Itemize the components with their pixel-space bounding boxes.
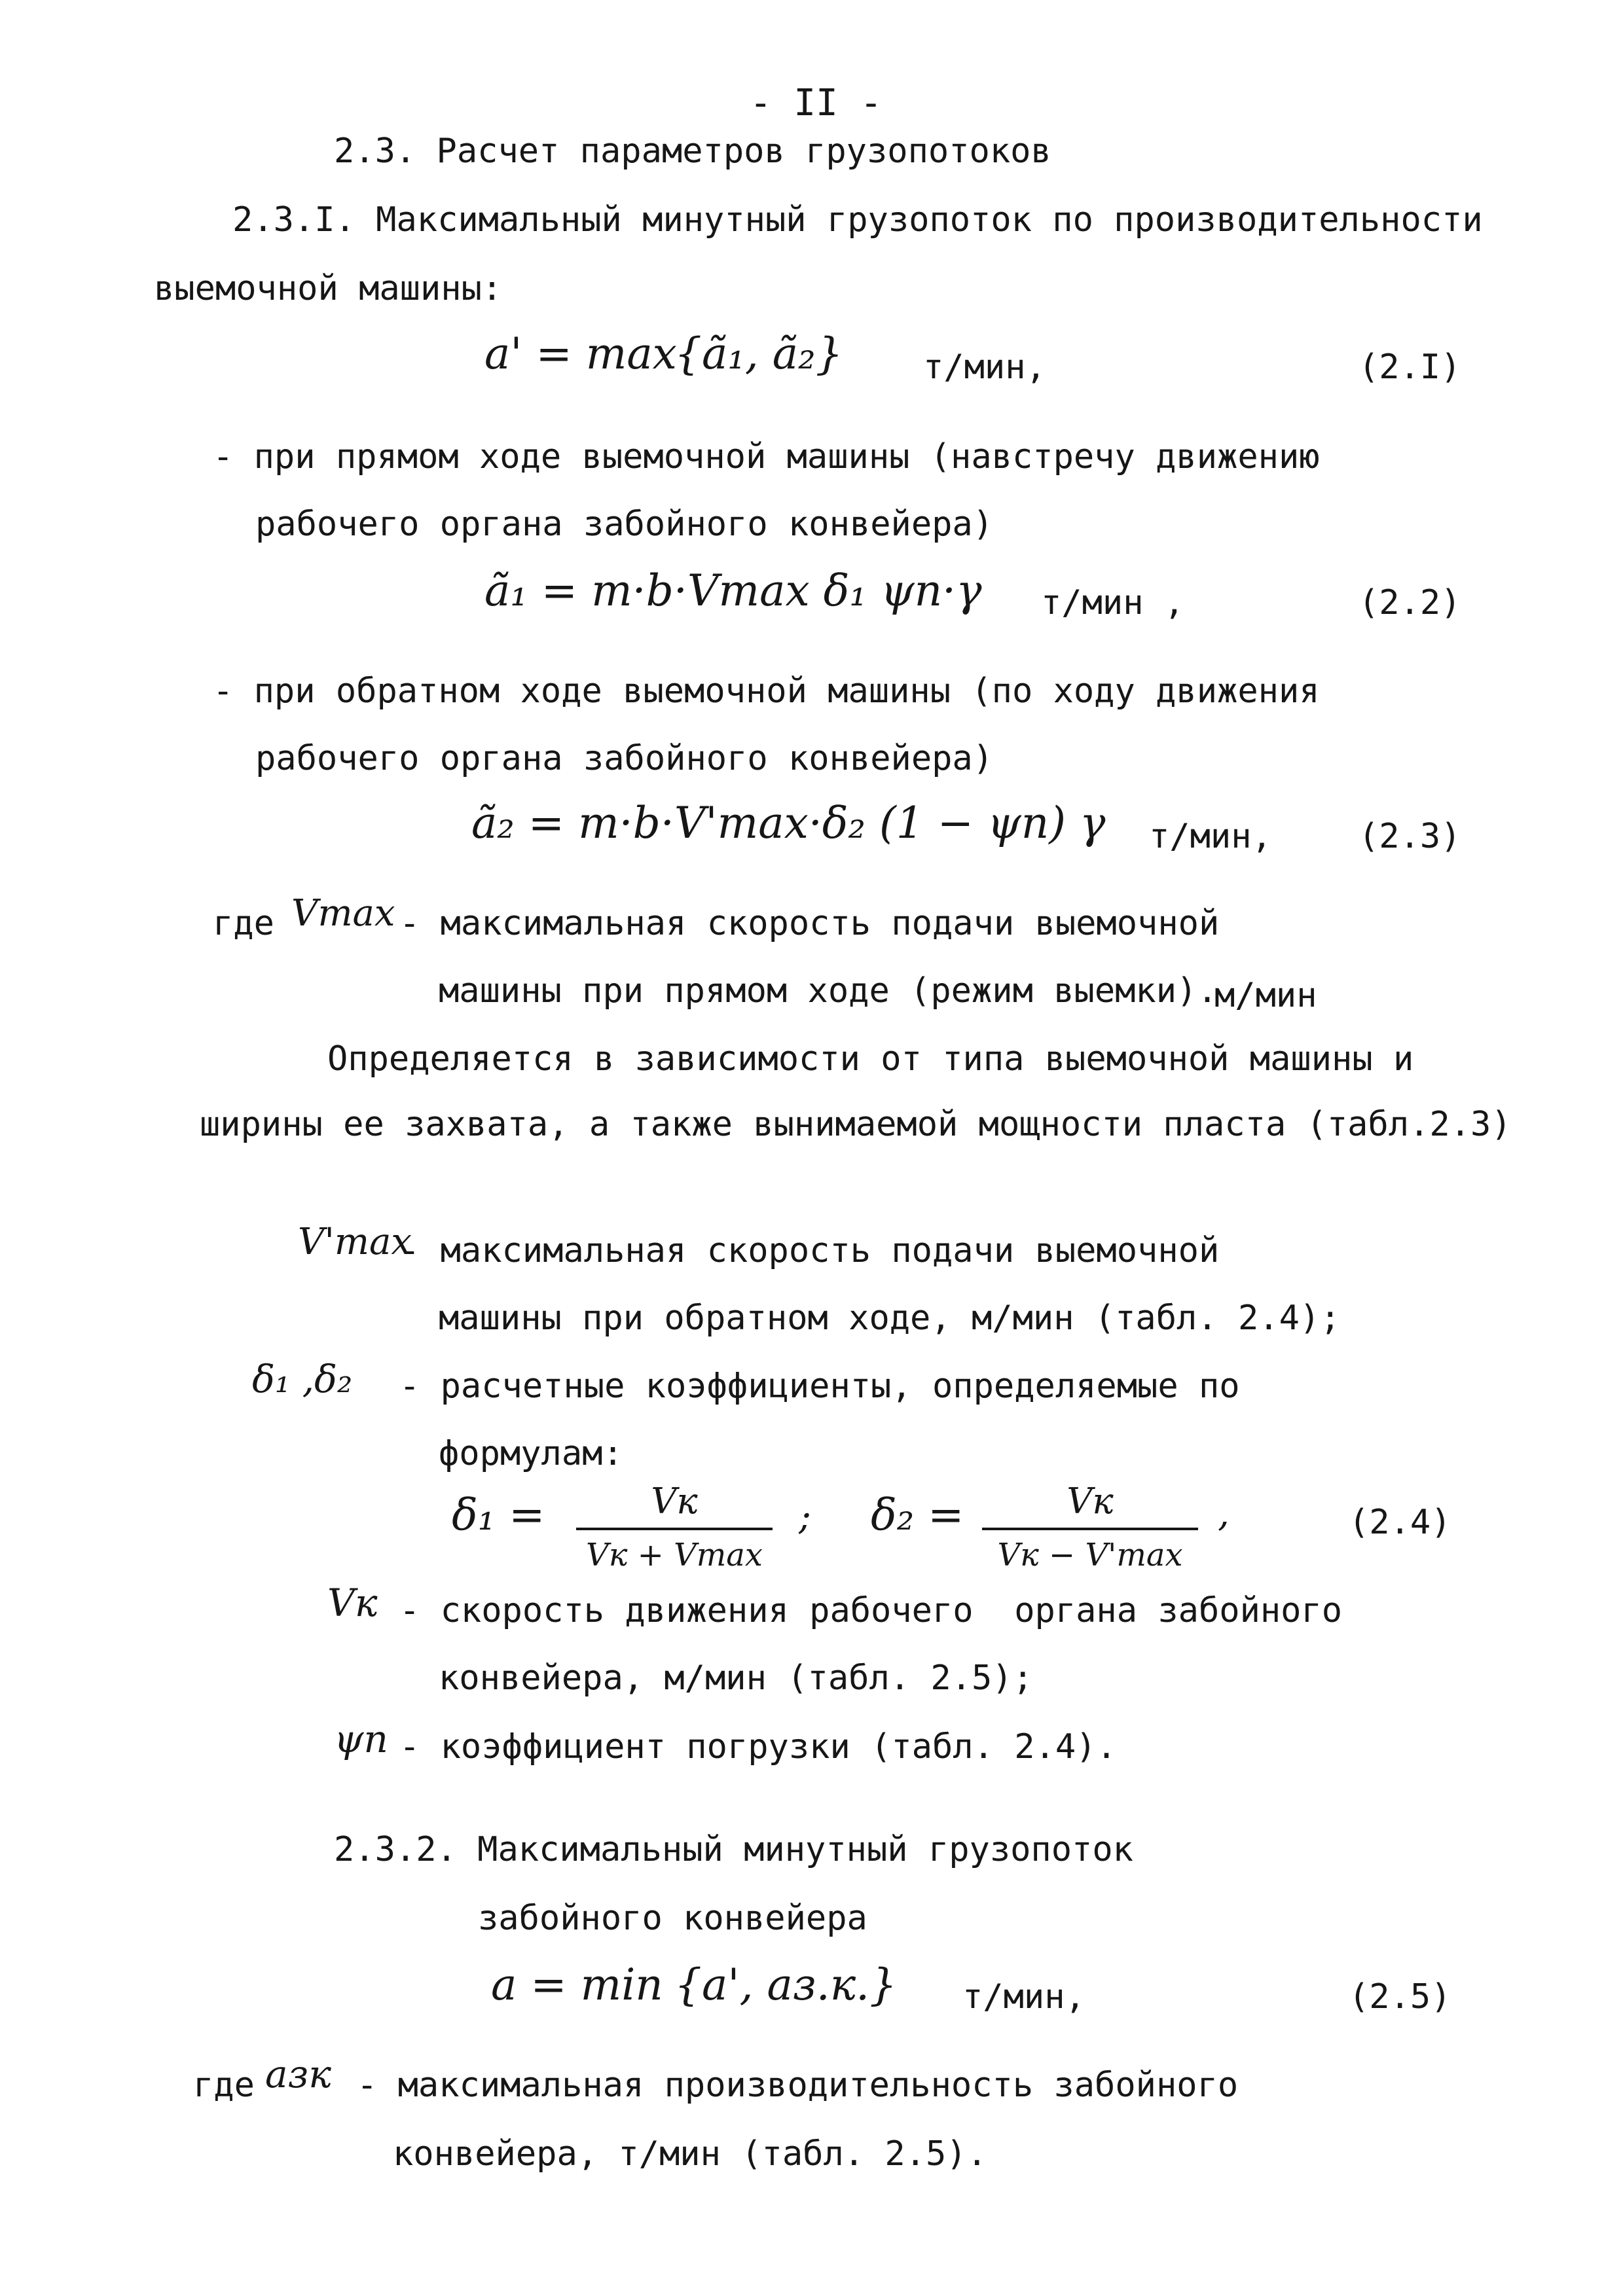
eq5-number: (2.5) [1349,1977,1451,2017]
azk-symbol: aзк [265,2052,331,2096]
vk-symbol: Vк [327,1581,378,1625]
vmax-definition-line1: - максимальная скорость подачи выемочной [399,904,1220,943]
eq4-delta1-lhs: δ₁ = [452,1490,545,1540]
eq2-number: (2.2) [1359,583,1461,622]
eq1-lhs: a' = max [484,329,677,379]
subsection-title-line2: выемочной машины: [154,269,503,308]
forward-stroke-line1: - при прямом ходе выемочной машины (навстречу движению [213,437,1320,476]
vmax-reverse-symbol: V'max [298,1221,412,1263]
eq4-delta1-fraction-bar [576,1528,773,1530]
vk-definition-line1: - скорость движения рабочего органа забойного [399,1591,1343,1630]
eq4-comma: , [1218,1492,1230,1535]
subsection2-title-line1: 2.3.2. Максимальный минутный грузопоток [334,1830,1133,1869]
eq2-unit: т/мин , [1041,583,1185,622]
eq4-delta2-numerator: Vк [1067,1480,1114,1522]
vmax-unit: м/мин [1214,976,1317,1015]
psi-definition: - коэффициент погрузки (табл. 2.4). [399,1727,1117,1767]
eq4-delta2-denominator: Vк − V'max [997,1537,1183,1573]
eq3-number: (2.3) [1359,817,1461,856]
determined-line1: Определяется в зависимости от типа выемочной машины и [327,1039,1414,1079]
eq4-delta1-denominator: Vк + Vmax [586,1537,763,1573]
eq4-delta1-fraction [576,1480,773,1585]
subsection2-title-line2: забойного конвейера [478,1899,867,1938]
eq5-unit: т/мин, [962,1977,1085,2017]
delta-definition-line1: - расчетные коэффициенты, определяемые по [399,1367,1240,1406]
where-word-2: где [193,2066,255,2105]
eq5-args: {a', aз.к.} [674,1960,898,2010]
vmax-reverse-definition-line2: машины при обратном ходе, м/мин (табл. 2.4); [439,1299,1341,1338]
section-title: 2.3. Расчет параметров грузопотоков [334,132,1051,171]
determined-line2: ширины ее захвата, а также вынимаемой мощности пласта (табл.2.3) [200,1105,1512,1144]
azk-definition-line1: - максимальная производительность забойного [357,2066,1239,2105]
reverse-stroke-line2: рабочего органа забойного конвейера) [255,739,994,778]
eq3-expression: ã₂ = m·b·V'max·δ₂ (1 − ψп) γ [471,798,1106,848]
eq5-lhs: a = min [491,1960,663,2010]
eq1-args: {ã₁, ã₂} [674,329,843,379]
eq4-delta2-fraction [982,1480,1198,1585]
eq4-number: (2.4) [1349,1503,1451,1542]
vk-definition-line2: конвейера, м/мин (табл. 2.5); [439,1659,1033,1698]
eq4-delta1-numerator: Vк [651,1480,698,1522]
page-number: - II - [750,82,883,124]
eq2-expression: ã₁ = m·b·Vmax δ₁ ψп·γ [484,565,982,616]
where-word-1: где [213,904,274,943]
eq1-unit: т/мин, [923,348,1046,387]
eq4-delta2-lhs: δ₂ = [871,1490,964,1540]
subsection-title-line1: 2.3.I. Максимальный минутный грузопоток по производительности [232,200,1483,240]
vmax-symbol: Vmax [291,892,395,935]
delta-definition-line2: формулам: [439,1434,623,1473]
eq1-number: (2.I) [1359,348,1461,387]
eq3-unit: т/мин, [1149,817,1272,856]
reverse-stroke-line1: - при обратном ходе выемочной машины (по ходу движения [213,672,1320,711]
forward-stroke-line2: рабочего органа забойного конвейера) [255,505,994,544]
vmax-definition-line2: машины при прямом ходе (режим выемки). [439,971,1218,1011]
delta-symbols: δ₁ ,δ₂ [252,1357,353,1401]
psi-symbol: ψп [334,1717,388,1761]
eq4-delta2-fraction-bar [982,1528,1198,1530]
eq4-separator: ; [799,1496,811,1538]
azk-definition-line2: конвейера, т/мин (табл. 2.5). [393,2134,987,2174]
vmax-reverse-definition-line1: - максимальная скорость подачи выемочной [399,1231,1220,1270]
